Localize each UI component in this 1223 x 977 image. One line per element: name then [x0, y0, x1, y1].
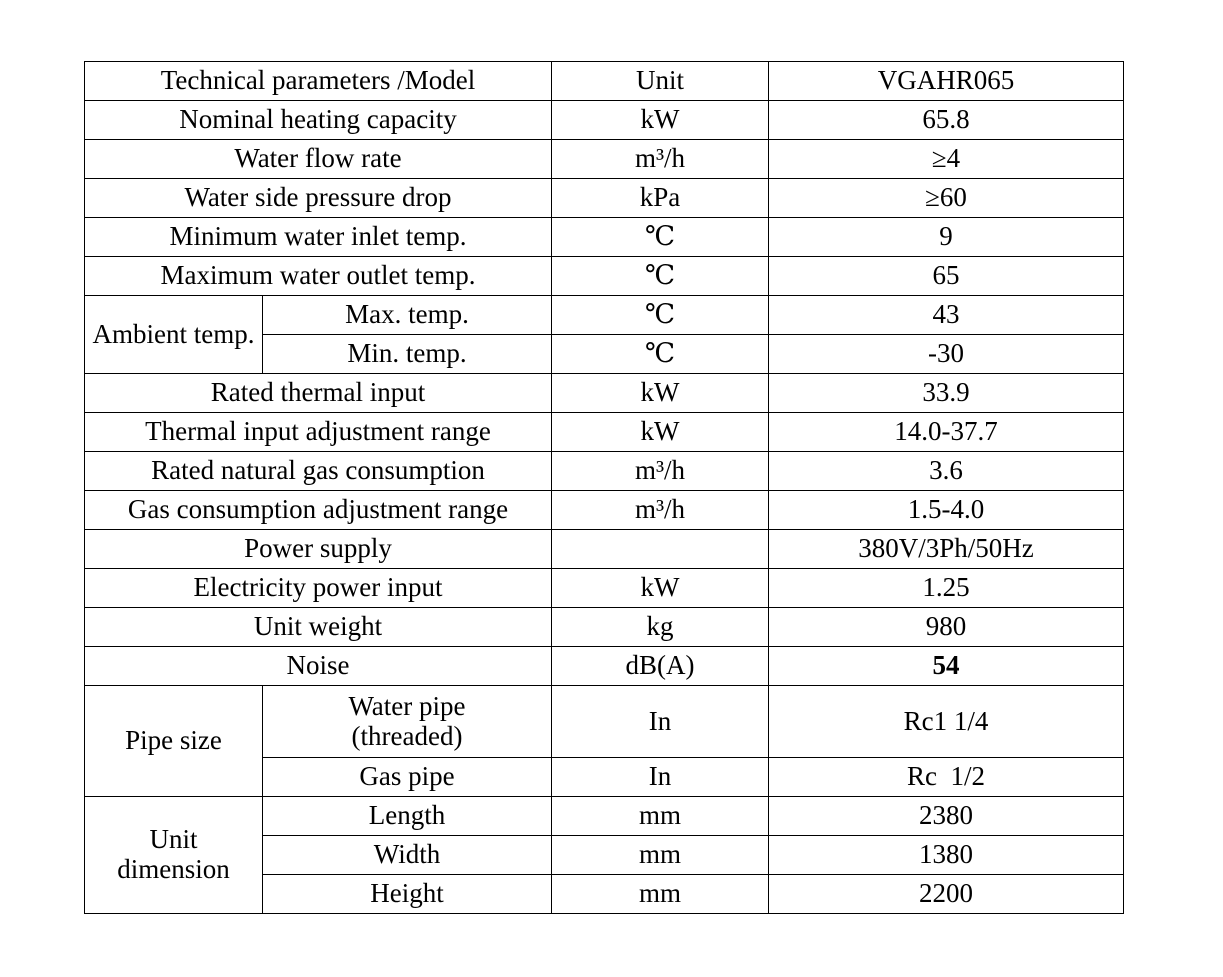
- row-label: [263, 686, 552, 758]
- table-row: [85, 179, 1124, 218]
- row-unit: kW: [552, 101, 769, 140]
- table-row: [85, 101, 1124, 140]
- pipe-group-label: Pipe size: [85, 686, 263, 797]
- row-label: Power supply: [85, 530, 552, 569]
- row-label: Maximum water outlet temp.: [85, 257, 552, 296]
- row-label: Min. temp.: [263, 335, 552, 374]
- table-row: [85, 797, 1124, 836]
- row-unit: kW: [552, 413, 769, 452]
- row-unit: m³/h: [552, 140, 769, 179]
- row-value: Rc 1/2: [769, 758, 1124, 797]
- row-value: 54: [769, 647, 1124, 686]
- table-row: [85, 491, 1124, 530]
- row-label: Gas consumption adjustment range: [85, 491, 552, 530]
- row-label: Electricity power input: [85, 569, 552, 608]
- table-row: [85, 569, 1124, 608]
- row-unit: mm: [552, 875, 769, 914]
- row-unit: kW: [552, 569, 769, 608]
- row-value: ≥4: [769, 140, 1124, 179]
- row-value: Rc1 1/4: [769, 686, 1124, 758]
- row-value: 980: [769, 608, 1124, 647]
- row-value: 1.25: [769, 569, 1124, 608]
- header-param: Technical parameters /Model: [85, 62, 552, 101]
- group-label-line: dimension: [117, 854, 230, 884]
- table-row: [85, 530, 1124, 569]
- row-unit: m³/h: [552, 452, 769, 491]
- row-unit: ℃: [552, 296, 769, 335]
- table-row: [85, 140, 1124, 179]
- spec-table: [84, 61, 1124, 914]
- row-unit: ℃: [552, 257, 769, 296]
- row-value: 65: [769, 257, 1124, 296]
- row-unit: In: [552, 686, 769, 758]
- row-unit: kg: [552, 608, 769, 647]
- row-value: ≥60: [769, 179, 1124, 218]
- row-value: 9: [769, 218, 1124, 257]
- row-label: Height: [263, 875, 552, 914]
- row-unit: kW: [552, 374, 769, 413]
- row-label: Width: [263, 836, 552, 875]
- table-row: [85, 413, 1124, 452]
- table-row: [85, 452, 1124, 491]
- header-model: VGAHR065: [769, 62, 1124, 101]
- table-row: [85, 257, 1124, 296]
- row-label: Unit weight: [85, 608, 552, 647]
- table-row: [85, 686, 1124, 758]
- row-value: 33.9: [769, 374, 1124, 413]
- row-value: 43: [769, 296, 1124, 335]
- row-label-line: (threaded): [351, 720, 463, 751]
- row-unit: m³/h: [552, 491, 769, 530]
- row-unit: ℃: [552, 218, 769, 257]
- row-unit: mm: [552, 836, 769, 875]
- dimension-group-label: [85, 797, 263, 914]
- table-row: [85, 647, 1124, 686]
- row-value: 65.8: [769, 101, 1124, 140]
- row-label: Rated thermal input: [85, 374, 552, 413]
- row-unit: dB(A): [552, 647, 769, 686]
- row-label: Thermal input adjustment range: [85, 413, 552, 452]
- row-value: -30: [769, 335, 1124, 374]
- row-value: 2380: [769, 797, 1124, 836]
- row-unit: ℃: [552, 335, 769, 374]
- row-value: 2200: [769, 875, 1124, 914]
- row-label: Nominal heating capacity: [85, 101, 552, 140]
- row-label: Rated natural gas consumption: [85, 452, 552, 491]
- row-label: Water flow rate: [85, 140, 552, 179]
- table-row: [85, 218, 1124, 257]
- row-unit: In: [552, 758, 769, 797]
- row-unit: kPa: [552, 179, 769, 218]
- ambient-group-label: Ambient temp.: [85, 296, 263, 374]
- row-label-line: Water pipe: [348, 690, 466, 721]
- row-value: 14.0-37.7: [769, 413, 1124, 452]
- row-label: Length: [263, 797, 552, 836]
- row-label: Max. temp.: [263, 296, 552, 335]
- row-value: 1380: [769, 836, 1124, 875]
- row-unit: [552, 530, 769, 569]
- table-row: [85, 296, 1124, 335]
- row-unit: mm: [552, 797, 769, 836]
- header-unit: Unit: [552, 62, 769, 101]
- row-label: Water side pressure drop: [85, 179, 552, 218]
- group-label-line: Unit: [149, 824, 198, 855]
- row-label: Noise: [85, 647, 552, 686]
- row-value: 380V/3Ph/50Hz: [769, 530, 1124, 569]
- table-row: [85, 374, 1124, 413]
- table-row: [85, 608, 1124, 647]
- row-label: Gas pipe: [263, 758, 552, 797]
- row-value: 3.6: [769, 452, 1124, 491]
- row-label: Minimum water inlet temp.: [85, 218, 552, 257]
- row-value: 1.5-4.0: [769, 491, 1124, 530]
- header-row: [85, 62, 1124, 101]
